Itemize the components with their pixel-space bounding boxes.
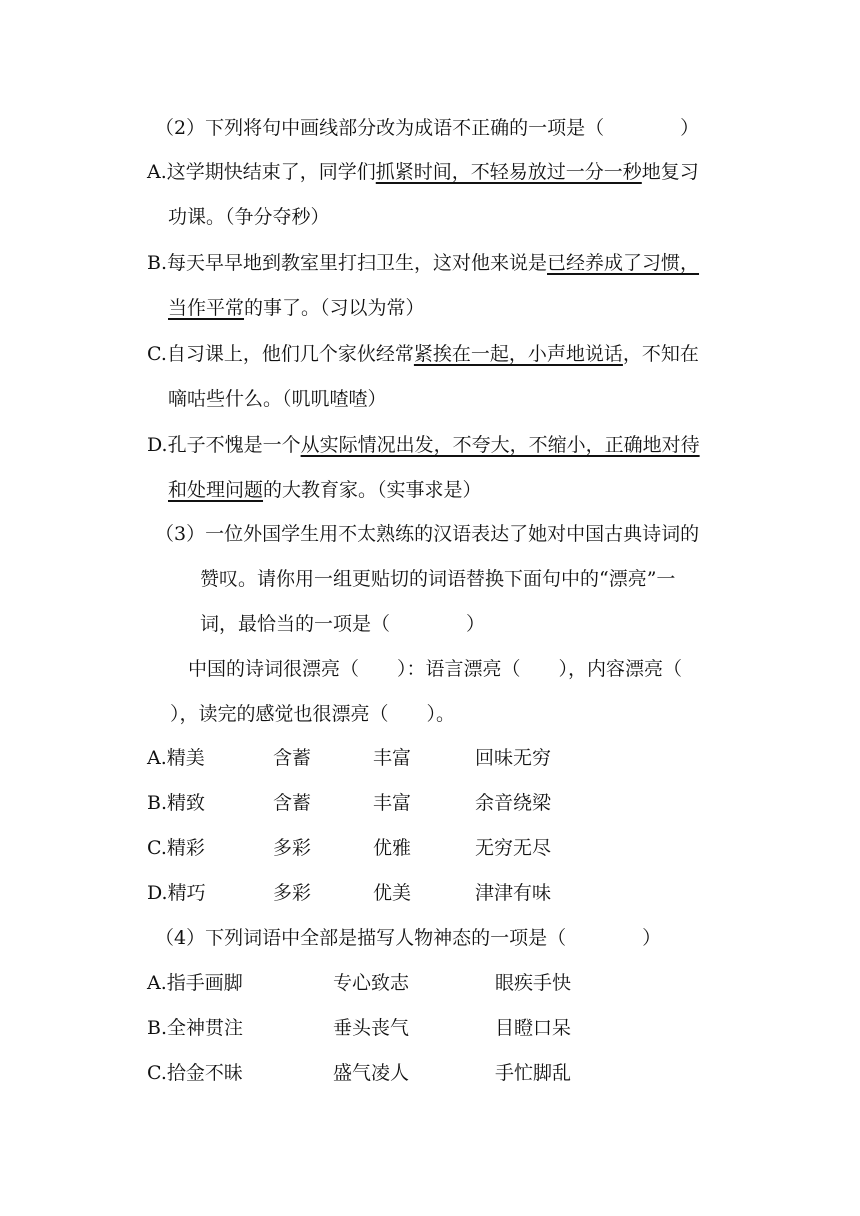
q3-d-word1: D.精巧 — [147, 882, 206, 904]
q3-c-word1: C.精彩 — [147, 837, 205, 859]
q3-a-word2: 含蓄 — [273, 747, 312, 769]
q4-a-word3: 眼疾手快 — [495, 972, 572, 994]
q2-d-prefix: D.孔子不愧是一个 — [147, 434, 301, 456]
q2-b-line2-suffix: 的事了。（习以为常） — [244, 297, 425, 319]
q2-b-underline: 已经养成了习惯， — [547, 252, 700, 274]
q4-b-word1: B.全神贯注 — [147, 1017, 244, 1039]
q2-option-d — [147, 433, 700, 457]
q4-c-word1: C.拾金不昧 — [147, 1062, 243, 1084]
q2-b-prefix: B.每天早早地到教室里打扫卫生，这对他来说是 — [147, 252, 548, 274]
q2-d-line2 — [168, 478, 482, 502]
q3-sentence-line2: ），读完的感觉也很漂亮（ ）。 — [170, 703, 456, 725]
q3-c-word2: 多彩 — [273, 837, 312, 859]
q3-b-word4: 余音绕梁 — [475, 792, 552, 814]
q2-b-line2 — [168, 296, 425, 320]
q3-a-word4: 回味无穷 — [475, 747, 552, 769]
q3-d-word2: 多彩 — [273, 882, 312, 904]
q2-d-underline: 从实际情况出发，不夸大，不缩小，正确地对待 — [300, 434, 700, 456]
q3-b-word2: 含蓄 — [273, 792, 312, 814]
q3-sentence-line1: 中国的诗词很漂亮（ ）：语言漂亮（ ），内容漂亮（ — [188, 658, 683, 680]
q2-c-suffix: ，不知在 — [622, 343, 699, 365]
q2-a-suffix: 地复习 — [641, 161, 699, 183]
q2-d-line2-underline: 和处理问题 — [168, 479, 264, 501]
q2-d-line2-suffix: 的大教育家。（实事求是） — [263, 479, 482, 501]
q2-c-line2: 嘀咕些什么。（叽叽喳喳） — [168, 388, 387, 410]
q2-option-a — [147, 160, 699, 184]
q2-a-underline: 抓紧时间，不轻易放过一分一秒 — [375, 161, 642, 183]
q2-c-underline: 紧挨在一起，小声地说话 — [413, 343, 623, 365]
q2-option-c — [147, 342, 699, 366]
q2-a-prefix: A.这学期快结束了，同学们 — [147, 161, 376, 183]
q4-b-word3: 目瞪口呆 — [495, 1017, 572, 1039]
q3-c-word3: 优雅 — [373, 837, 412, 859]
q3-b-word3: 丰富 — [373, 792, 412, 814]
q2-a-line2: 功课。（争分夺秒） — [168, 206, 330, 228]
q3-stem-line3: 词，最恰当的一项是（ ） — [200, 613, 486, 635]
q2-option-b — [147, 251, 699, 275]
q3-d-word3: 优美 — [373, 882, 412, 904]
q3-d-word4: 津津有味 — [475, 882, 552, 904]
q2-c-prefix: C.自习课上，他们几个家伙经常 — [147, 343, 414, 365]
q4-a-word2: 专心致志 — [333, 972, 410, 994]
q2-b-line2-underline: 当作平常 — [168, 297, 245, 319]
q3-c-word4: 无穷无尽 — [475, 837, 552, 859]
q4-c-word2: 盛气凌人 — [333, 1062, 410, 1084]
q3-a-word3: 丰富 — [373, 747, 412, 769]
q4-a-word1: A.指手画脚 — [147, 972, 243, 994]
q3-a-word1: A.精美 — [147, 747, 205, 769]
q3-b-word1: B.精致 — [147, 792, 206, 814]
q4-b-word2: 垂头丧气 — [333, 1017, 410, 1039]
q2-stem: （2）下列将句中画线部分改为成语不正确的一项是（ ） — [155, 117, 700, 139]
q3-stem-line2: 赞叹。请你用一组更贴切的词语替换下面句中的“漂亮”一 — [200, 568, 676, 590]
q4-c-word3: 手忙脚乱 — [495, 1062, 572, 1084]
q4-stem: （4）下列词语中全部是描写人物神态的一项是（ ） — [155, 927, 662, 949]
q3-stem-line1: （3）一位外国学生用不太熟练的汉语表达了她对中国古典诗词的 — [155, 523, 700, 545]
